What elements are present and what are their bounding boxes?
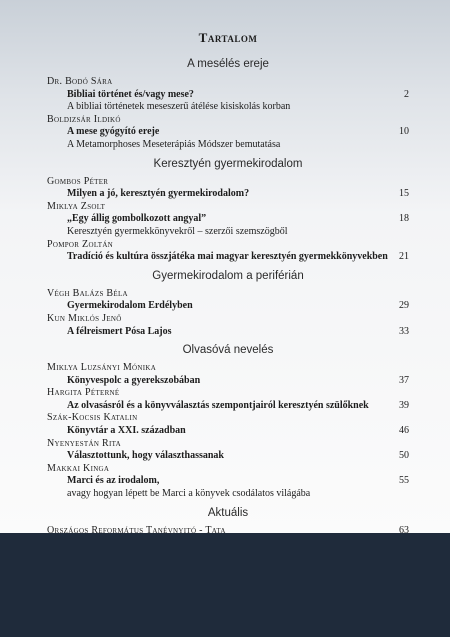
entry-author: Hargita Péterné (47, 387, 120, 399)
entry-page-number: 21 (399, 251, 409, 263)
entry-author: Boldizsár Ildikó (47, 113, 121, 125)
entry-title: Bibliai történet és/vagy mese? (67, 88, 194, 100)
toc-entry[interactable] (47, 438, 409, 463)
entry-page-number: 55 (399, 475, 409, 487)
toc-entry[interactable] (47, 387, 409, 412)
section-title: Gyermekirodalom a periférián (152, 269, 304, 282)
entry-title-row (47, 375, 409, 388)
entry-subtitle: Keresztyén gyermekkönyvekről – szerzői szemszögből (67, 225, 288, 237)
entry-page-number: 29 (399, 300, 409, 312)
toc-entry[interactable] (47, 114, 409, 152)
toc-entry[interactable] (47, 412, 409, 437)
toc-entry[interactable] (47, 463, 409, 501)
entry-title-row (47, 450, 409, 463)
entry-author: Szák-Kocsis Katalin (47, 412, 138, 424)
entry-author: Pompor Zoltán (47, 238, 114, 250)
entry-author: Dr. Bodó Sára (47, 76, 113, 87)
entry-page-number: 33 (399, 325, 409, 337)
entry-title-row (47, 89, 409, 102)
toc-entry[interactable] (47, 201, 409, 239)
entry-title: Az olvasásról és a könyvválasztás szempontjairól keresztyén szülőknek (67, 399, 369, 411)
toc-sections (47, 58, 409, 537)
toc-title: Tartalom (198, 30, 258, 45)
entry-title: „Egy állig gombolkozott angyal” (67, 213, 207, 225)
toc-section (47, 58, 409, 152)
toc-entry[interactable] (47, 362, 409, 387)
toc-entry[interactable] (47, 525, 409, 538)
entry-subtitle: A bibliai történetek meseszerű átélése kisiskolás korban (67, 101, 291, 113)
entry-subtitle: A Metamorphoses Meseterápiás Módszer bemutatása (67, 138, 281, 150)
entry-subtitle: avagy hogyan lépett be Marci a könyvek csodálatos világába (67, 488, 311, 500)
toc-entry[interactable] (47, 239, 409, 264)
entry-page-number: 50 (399, 450, 409, 462)
toc-section (47, 344, 409, 501)
entry-title-row (47, 188, 409, 201)
entry-title: Könyvespolc a gyerekszobában (67, 374, 201, 386)
section-title: Olvasóvá nevelés (182, 344, 274, 357)
entry-title: Választottunk, hogy választhassanak (67, 450, 224, 462)
entry-title-row (47, 300, 409, 313)
toc-entry[interactable] (47, 313, 409, 338)
entry-title: Marci és az irodalom, (67, 475, 160, 487)
toc-section (47, 270, 409, 338)
entry-title: A mese gyógyító ereje (67, 126, 160, 138)
entry-page-number: 2 (404, 88, 409, 100)
section-title: A mesélés ereje (187, 58, 269, 70)
footer-band (0, 533, 450, 637)
entry-author: Végh Balázs Béla (47, 287, 128, 299)
entry-page-number: 10 (399, 126, 409, 138)
section-title: Keresztyén gyermekirodalom (153, 157, 303, 170)
toc-entry[interactable] (47, 76, 409, 114)
entry-author: Miklya Luzsányi Mónika (47, 362, 157, 374)
entry-page-number: 37 (399, 374, 409, 386)
entry-title-row (47, 425, 409, 438)
section-title: Aktuális (207, 506, 249, 519)
table-of-contents (47, 30, 409, 543)
entry-title-row (47, 475, 409, 488)
entry-title: Milyen a jó, keresztyén gyermekirodalom? (67, 188, 250, 200)
entry-title: Gyermekirodalom Erdélyben (67, 300, 193, 312)
entry-page-number: 15 (399, 188, 409, 200)
entry-author: Országos Református Tanévnyitó - Tata (47, 524, 226, 536)
entry-page-number: 46 (399, 425, 409, 437)
entry-author: Kun Miklós Jenő (47, 312, 122, 324)
entry-page-number: 18 (399, 213, 409, 225)
entry-title-row (47, 213, 409, 226)
entry-title-row (47, 126, 409, 139)
entry-title: A félreismert Pósa Lajos (67, 325, 172, 337)
entry-author: Gombos Péter (47, 175, 109, 187)
entry-title-row (47, 251, 409, 264)
entry-page-number: 63 (399, 524, 409, 536)
toc-entry[interactable] (47, 176, 409, 201)
entry-title: Tradíció és kultúra összjátéka mai magyar keresztyén gyermekkönyvekben (67, 251, 388, 263)
toc-section (47, 507, 409, 538)
entry-page-number: 39 (399, 399, 409, 411)
toc-entry[interactable] (47, 288, 409, 313)
entry-author: Miklya Zsolt (47, 200, 106, 212)
entry-title-row (47, 400, 409, 413)
entry-author: Nyenyestán Rita (47, 437, 121, 449)
entry-author: Makkai Kinga (47, 462, 110, 474)
entry-title-row (47, 326, 409, 339)
toc-section (47, 158, 409, 264)
entry-title: Könyvtár a XXI. században (67, 425, 186, 437)
